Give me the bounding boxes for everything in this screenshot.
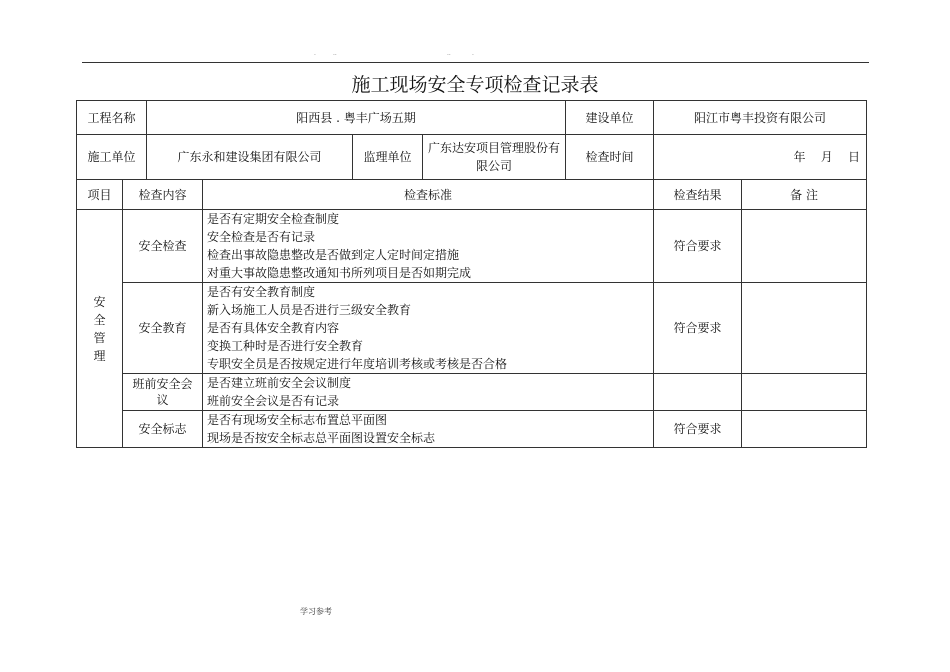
header-mark: ..: [333, 50, 337, 57]
table-row: [77, 283, 867, 374]
standard-line: 安全检查是否有记录: [207, 230, 316, 244]
builder-label: 建设单位: [566, 101, 654, 135]
standard-line: 是否建立班前安全会议制度: [207, 376, 352, 390]
check-remark: [742, 283, 867, 374]
standard-line: 是否有现场安全标志布置总平面图: [207, 413, 388, 427]
section-name-char: 全: [93, 312, 106, 327]
standard-line: 对重大事故隐患整改通知书所列项目是否如期完成: [207, 266, 472, 280]
inspect-time-value: 年 月 日: [654, 135, 867, 180]
info-row-contractor: [77, 135, 867, 180]
header-mark: ..: [447, 50, 451, 57]
inspect-time-label: 检查时间: [566, 135, 654, 180]
header-marks: [0, 50, 950, 60]
table-row: [77, 374, 867, 411]
section-name-char: 理: [93, 348, 106, 363]
project-name-value: 阳西县 . 粤丰广场五期: [147, 101, 566, 135]
check-remark: [742, 210, 867, 283]
page-title: 施工现场安全专项检查记录表: [351, 74, 599, 96]
check-content: 安全教育: [123, 283, 203, 374]
builder-value: 阳江市粤丰投资有限公司: [654, 101, 867, 135]
check-result: [654, 374, 742, 411]
header-mark: .: [472, 50, 474, 57]
standard-line: 变换工种时是否进行安全教育: [207, 339, 364, 353]
standard-line: 新入场施工人员是否进行三级安全教育: [207, 303, 412, 317]
column-header-row: [77, 180, 867, 210]
check-remark: [742, 411, 867, 448]
check-standards: [203, 283, 654, 374]
section-name: [77, 210, 123, 448]
table-row: [77, 411, 867, 448]
standard-line: 现场是否按安全标志总平面图设置安全标志: [207, 431, 436, 445]
standard-line: 班前安全会议是否有记录: [207, 394, 340, 408]
project-name-label: 工程名称: [77, 101, 147, 135]
col-standard-header: 检查标准: [203, 180, 654, 210]
check-content: 安全检查: [123, 210, 203, 283]
check-content: 班前安全会议: [123, 374, 203, 411]
header-rule: [82, 62, 869, 63]
section-name-char: 安: [93, 294, 106, 309]
check-standards: [203, 411, 654, 448]
table-row: [77, 210, 867, 283]
check-standards: [203, 374, 654, 411]
footer-note: 学习参考: [300, 607, 332, 616]
standard-line: 是否有具体安全教育内容: [207, 321, 340, 335]
contractor-label: 施工单位: [77, 135, 147, 180]
col-result-header: 检查结果: [654, 180, 742, 210]
check-result: 符合要求: [654, 210, 742, 283]
standard-line: 是否有安全教育制度: [207, 285, 316, 299]
supervisor-value: 广东达安项目管理股份有限公司: [423, 135, 566, 180]
info-row-project: [77, 101, 867, 135]
header-mark: .: [314, 50, 316, 57]
contractor-value: 广东永和建设集团有限公司: [147, 135, 353, 180]
col-content-header: 检查内容: [123, 180, 203, 210]
section-name-char: 管: [93, 330, 106, 345]
col-item-header: 项目: [77, 180, 123, 210]
standard-line: 检查出事故隐患整改是否做到定人定时间定措施: [207, 248, 460, 262]
standard-line: 是否有定期安全检查制度: [207, 212, 340, 226]
col-remark-header: 备 注: [742, 180, 867, 210]
check-remark: [742, 374, 867, 411]
check-standards: [203, 210, 654, 283]
check-result: 符合要求: [654, 411, 742, 448]
standard-line: 专职安全员是否按规定进行年度培训考核或考核是否合格: [207, 357, 508, 371]
check-content: 安全标志: [123, 411, 203, 448]
inspection-table: [76, 100, 867, 448]
supervisor-label: 监理单位: [353, 135, 423, 180]
check-result: 符合要求: [654, 283, 742, 374]
